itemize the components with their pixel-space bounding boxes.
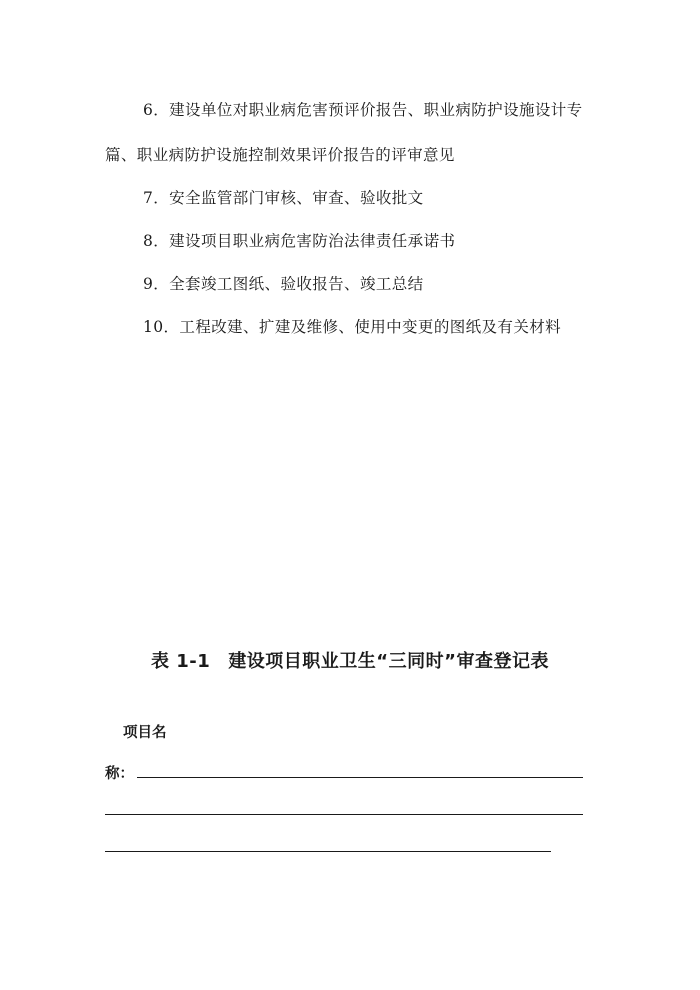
list-item-9: 9．全套竣工图纸、验收报告、竣工总结: [143, 275, 424, 293]
list-item-8: 8．建设项目职业病危害防治法律责任承诺书: [143, 232, 456, 250]
list-item-6: 6．建设单位对职业病危害预评价报告、职业病防护设施设计专: [143, 101, 583, 119]
project-name-field-line-3[interactable]: [105, 851, 551, 852]
list-item-10: 10．工程改建、扩建及维修、使用中变更的图纸及有关材料: [143, 318, 562, 336]
list-item-7: 7．安全监管部门审核、审查、验收批文: [143, 189, 424, 207]
project-name-field-line-2[interactable]: [105, 814, 583, 815]
table-number: 表 1-1: [151, 651, 211, 672]
project-name-label-suffix: 称：: [105, 766, 134, 782]
table-title: [0, 650, 700, 674]
project-name-label: 项目名: [123, 725, 167, 741]
table-title-text: 建设项目职业卫生“三同时”审查登记表: [228, 651, 549, 672]
project-name-field-line-1[interactable]: [137, 777, 583, 778]
list-item-6-continuation: 篇、职业病防护设施控制效果评价报告的评审意见: [105, 146, 455, 164]
